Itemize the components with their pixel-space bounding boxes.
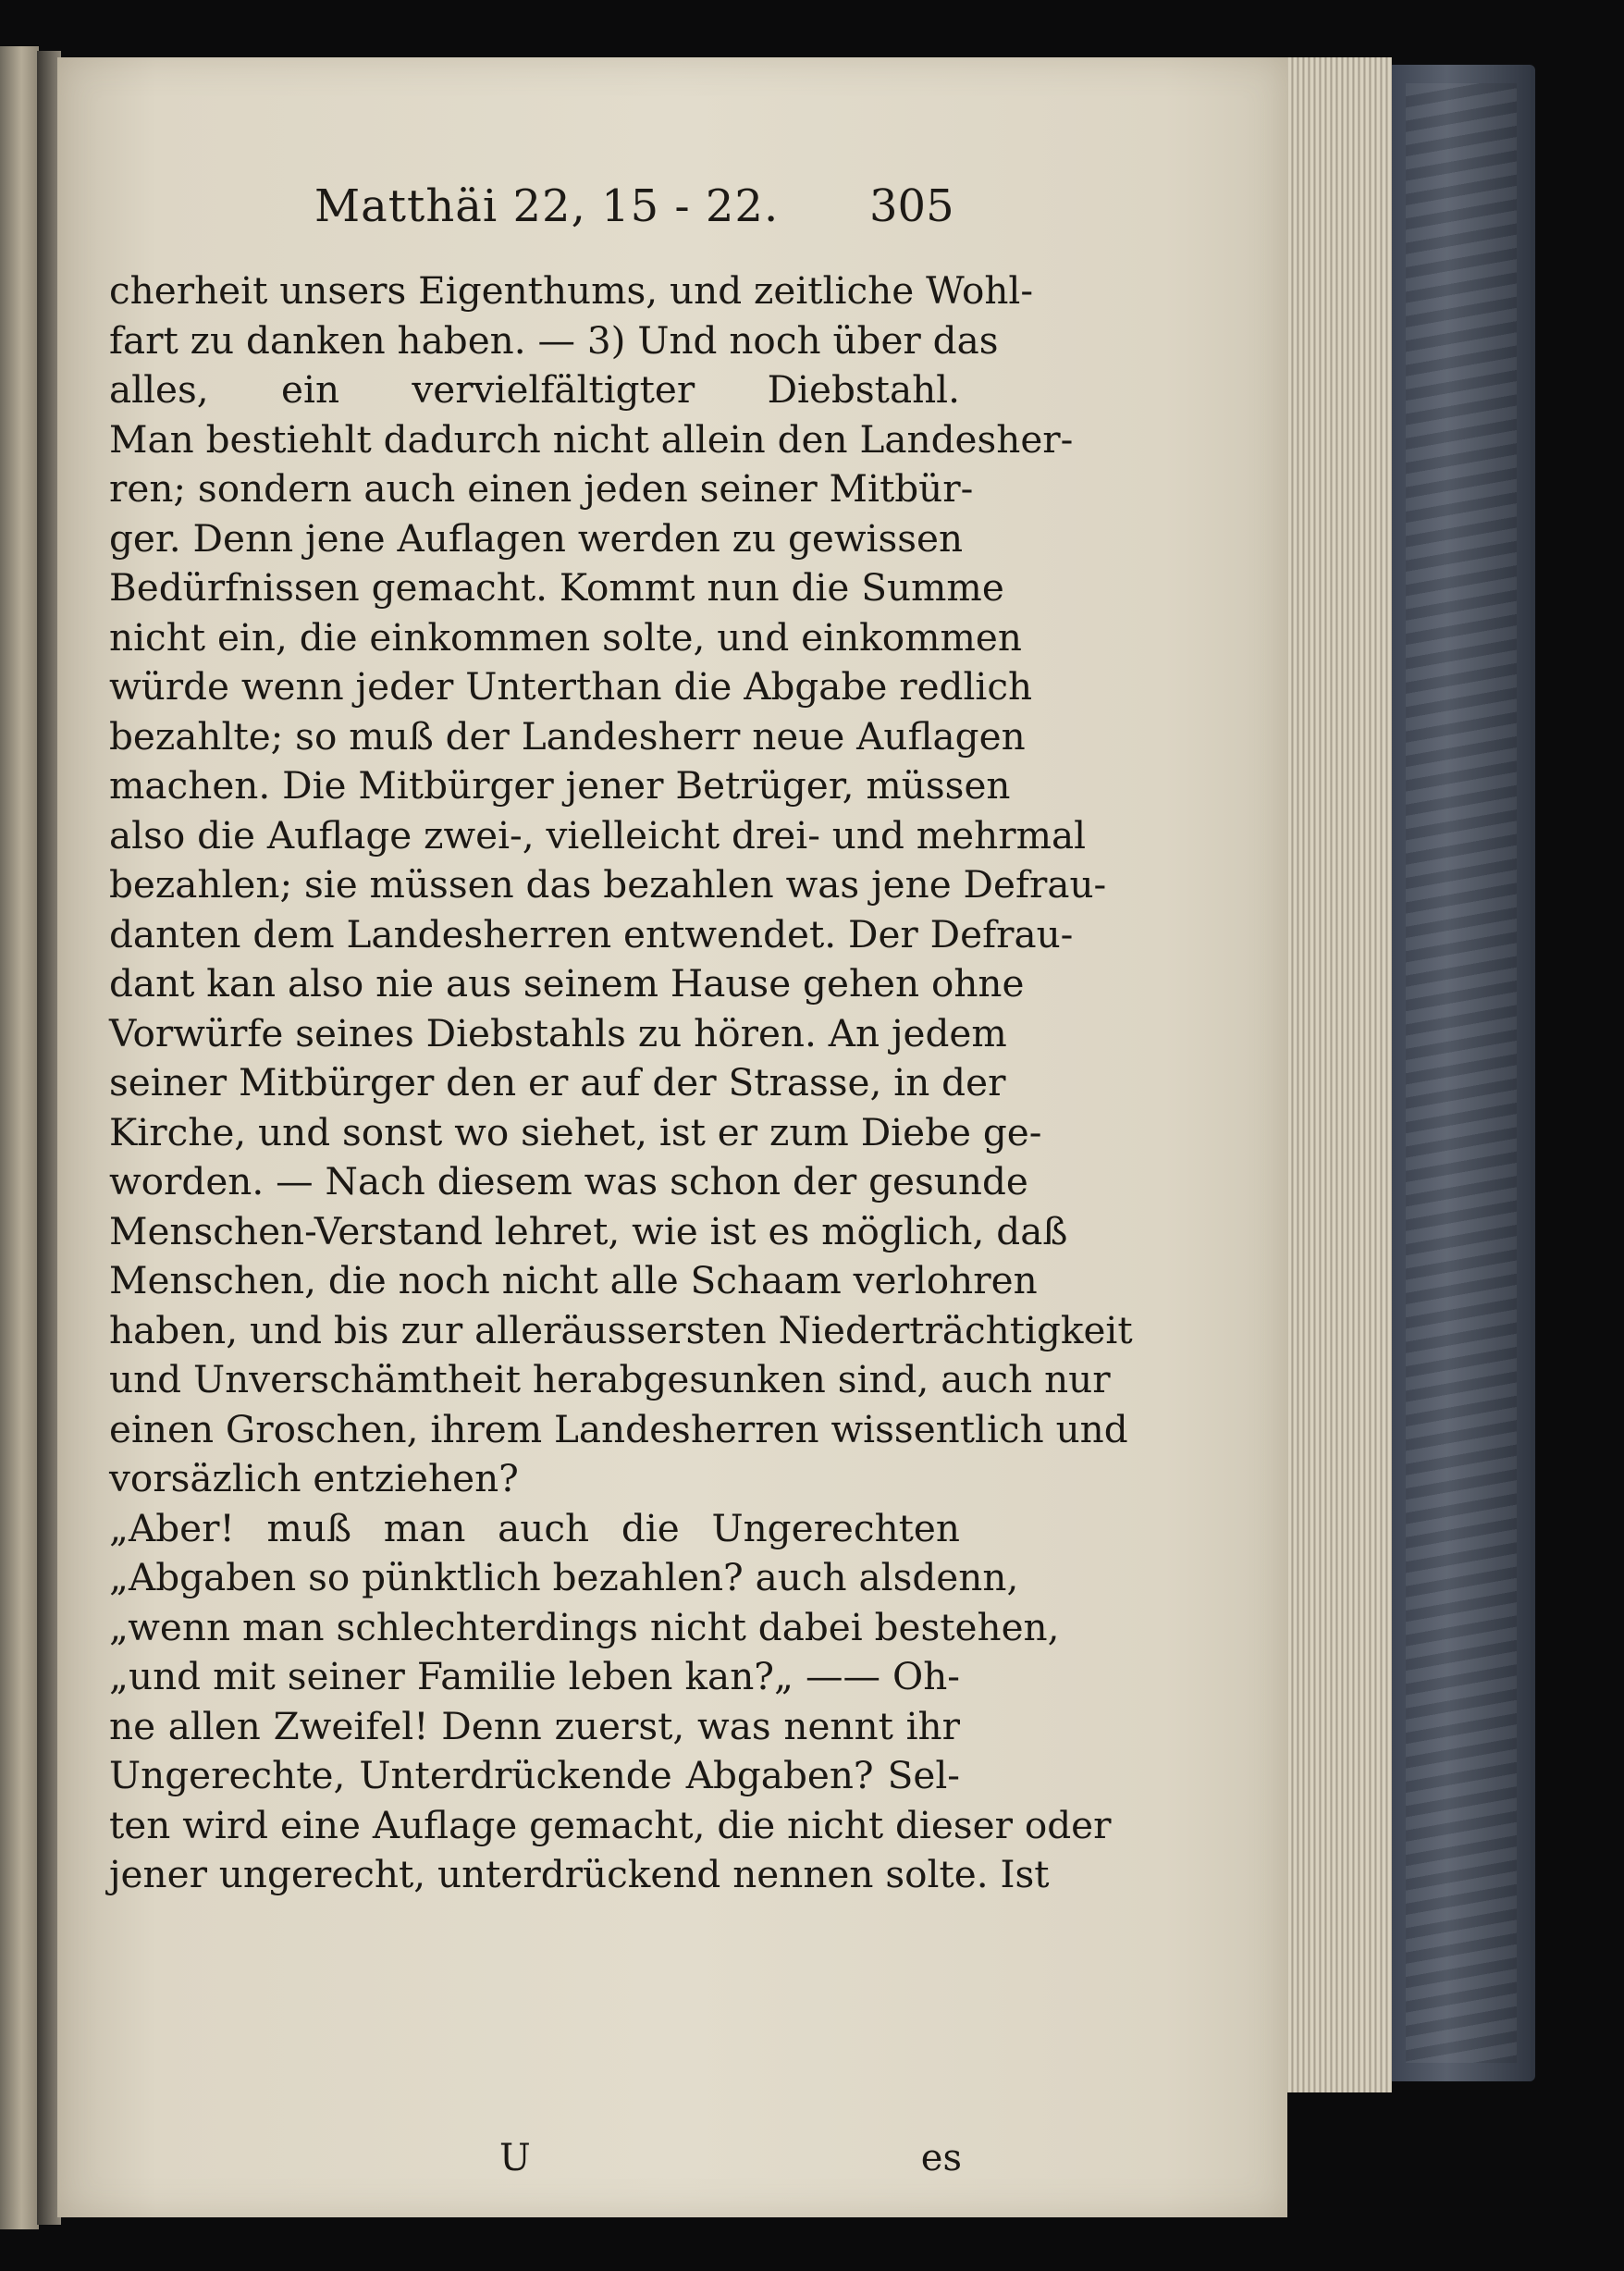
left-facing-page: [0, 46, 39, 2229]
page-header: [314, 180, 962, 236]
text-line: seiner Mitbürger den er auf der Strasse, in der: [109, 1060, 1006, 1105]
text-line: „Abgaben so pünktlich bezahlen? auch alsdenn,: [109, 1555, 1019, 1599]
text-line: ger. Denn jene Auflagen werden zu gewissen: [109, 515, 964, 561]
text-line: alles, ein vervielfältigter Diebstahl.: [109, 367, 960, 412]
text-line: und Unverschämtheit herabgesunken sind, auch nur: [109, 1357, 1111, 1401]
text-line: dant kan also nie aus seinem Hause gehen ohne: [109, 961, 1025, 1006]
signature-mark: U: [499, 2137, 531, 2179]
text-line: also die Auflage zwei-, vielleicht drei- und mehrmal: [109, 812, 1087, 858]
text-line: ten wird eine Auflage gemacht, die nicht dieser oder: [109, 1802, 1112, 1847]
text-line: Menschen, die noch nicht alle Schaam verlohren: [109, 1258, 1038, 1302]
text-line: „Aber! muß man auch die Ungerechten: [109, 1505, 960, 1550]
text-line: cherheit unsers Eigenthums, und zeitliche Wohl-: [109, 268, 1034, 313]
text-line: fart zu danken haben. — 3) Und noch über das: [109, 317, 999, 363]
text-line: Menschen-Verstand lehret, wie ist es möglich, daß: [109, 1208, 1068, 1253]
text-line: bezahlte; so muß der Landesherr neue Auflagen: [109, 713, 1026, 759]
catchword: es: [920, 2137, 962, 2179]
text-line: nicht ein, die einkommen solte, und einkommen: [109, 614, 1022, 660]
text-line: vorsäzlich entziehen?: [109, 1456, 519, 1500]
text-line: Man bestiehlt dadurch nicht allein den Landesher-: [109, 416, 1074, 462]
text-line: Bedürfnissen gemacht. Kommt nun die Summe: [109, 565, 1004, 610]
text-line: haben, und bis zur alleräussersten Niederträchtigkeit: [109, 1307, 1133, 1352]
cover-texture: [1406, 83, 1517, 2063]
text-line: worden. — Nach diesem was schon der gesunde: [109, 1159, 1028, 1203]
text-line: ren; sondern auch einen jeden seiner Mitbür-: [109, 466, 974, 511]
page-footer: [499, 2137, 962, 2192]
text-line: jener ungerecht, unterdrückend nennen solte. Ist: [109, 1852, 1050, 1896]
text-line: bezahlen; sie müssen das bezahlen was jene Defrau-: [109, 862, 1107, 907]
page-edges: [1272, 57, 1392, 2092]
text-line: Vorwürfe seines Diebstahls zu hören. An jedem: [109, 1010, 1007, 1055]
text-line: einen Groschen, ihrem Landesherren wissentlich und: [109, 1406, 1128, 1451]
text-line: „wenn man schlechterdings nicht dabei bestehen,: [109, 1604, 1060, 1649]
text-line: Ungerechte, Unterdrückende Abgaben? Sel-: [109, 1753, 960, 1797]
text-line: „und mit seiner Familie leben kan?„ —— Oh-: [109, 1654, 960, 1698]
text-line: danten dem Landesherren entwendet. Der Defrau-: [109, 911, 1074, 957]
text-line: würde wenn jeder Unterthan die Abgabe redlich: [109, 664, 1033, 709]
text-line: Kirche, und sonst wo siehet, ist er zum Diebe ge-: [109, 1109, 1042, 1154]
page-number: 305: [869, 180, 954, 232]
running-title: Matthäi 22, 15 - 22.: [314, 180, 780, 232]
text-line: machen. Die Mitbürger jener Betrüger, müssen: [109, 763, 1011, 808]
body-text: [109, 266, 1133, 1900]
text-line: ne allen Zweifel! Denn zuerst, was nennt ihr: [109, 1703, 960, 1748]
